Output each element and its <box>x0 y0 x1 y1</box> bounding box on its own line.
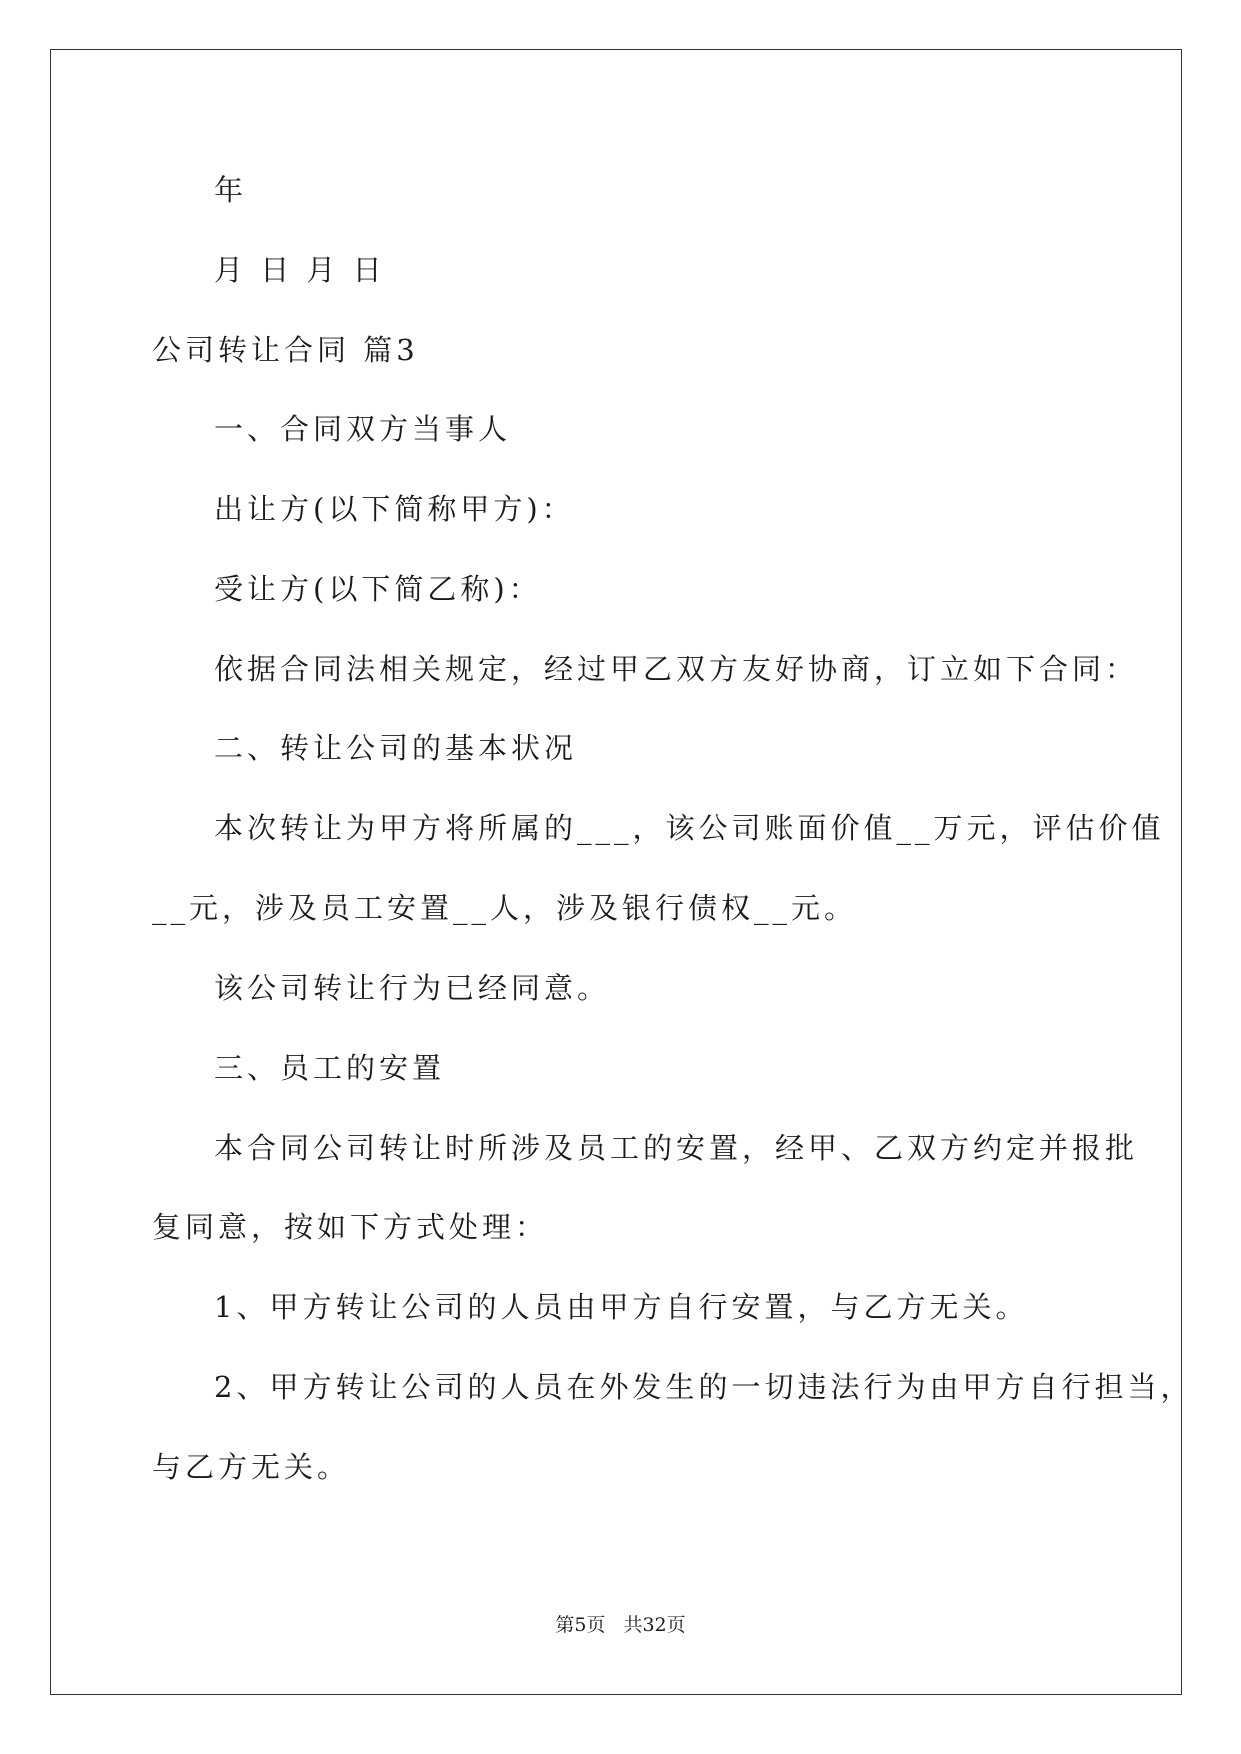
party-transferee: 受让方(以下简乙称)： <box>214 572 542 606</box>
list-item-1: 1、甲方转让公司的人员由甲方自行安置，与乙方无关。 <box>214 1290 1029 1324</box>
clause-heading-2: 二、转让公司的基本状况 <box>214 731 578 765</box>
clause-heading-3: 三、员工的安置 <box>214 1051 446 1085</box>
paragraph-line: 复同意，按如下方式处理： <box>152 1210 549 1244</box>
date-year-line: 年 <box>214 173 248 207</box>
preamble-paragraph: 依据合同法相关规定，经过甲乙双方友好协商，订立如下合同： <box>214 652 1139 686</box>
party-transferor: 出让方(以下简称甲方)： <box>214 492 575 526</box>
clause-heading-1: 一、合同双方当事人 <box>214 412 512 446</box>
date-month-day-line: 月 日 月 日 <box>214 253 386 287</box>
paragraph-line: __元，涉及员工安置__人，涉及银行债权__元。 <box>152 891 858 925</box>
list-item-2: 2、甲方转让公司的人员在外发生的一切违法行为由甲方自行担当， <box>214 1370 1194 1404</box>
paragraph-line: 本次转让为甲方将所属的___，该公司账面价值__万元，评估价值 <box>214 811 1165 845</box>
list-item-2-continued: 与乙方无关。 <box>152 1450 351 1484</box>
paragraph-line: 该公司转让行为已经同意。 <box>214 971 611 1005</box>
page-footer <box>0 1613 1241 1637</box>
page-number: 第5页 <box>555 1614 606 1636</box>
page-total: 共32页 <box>623 1614 686 1636</box>
paragraph-line: 本合同公司转让时所涉及员工的安置，经甲、乙双方约定并报批 <box>214 1131 1139 1165</box>
section-title: 公司转让合同 篇3 <box>152 333 419 367</box>
